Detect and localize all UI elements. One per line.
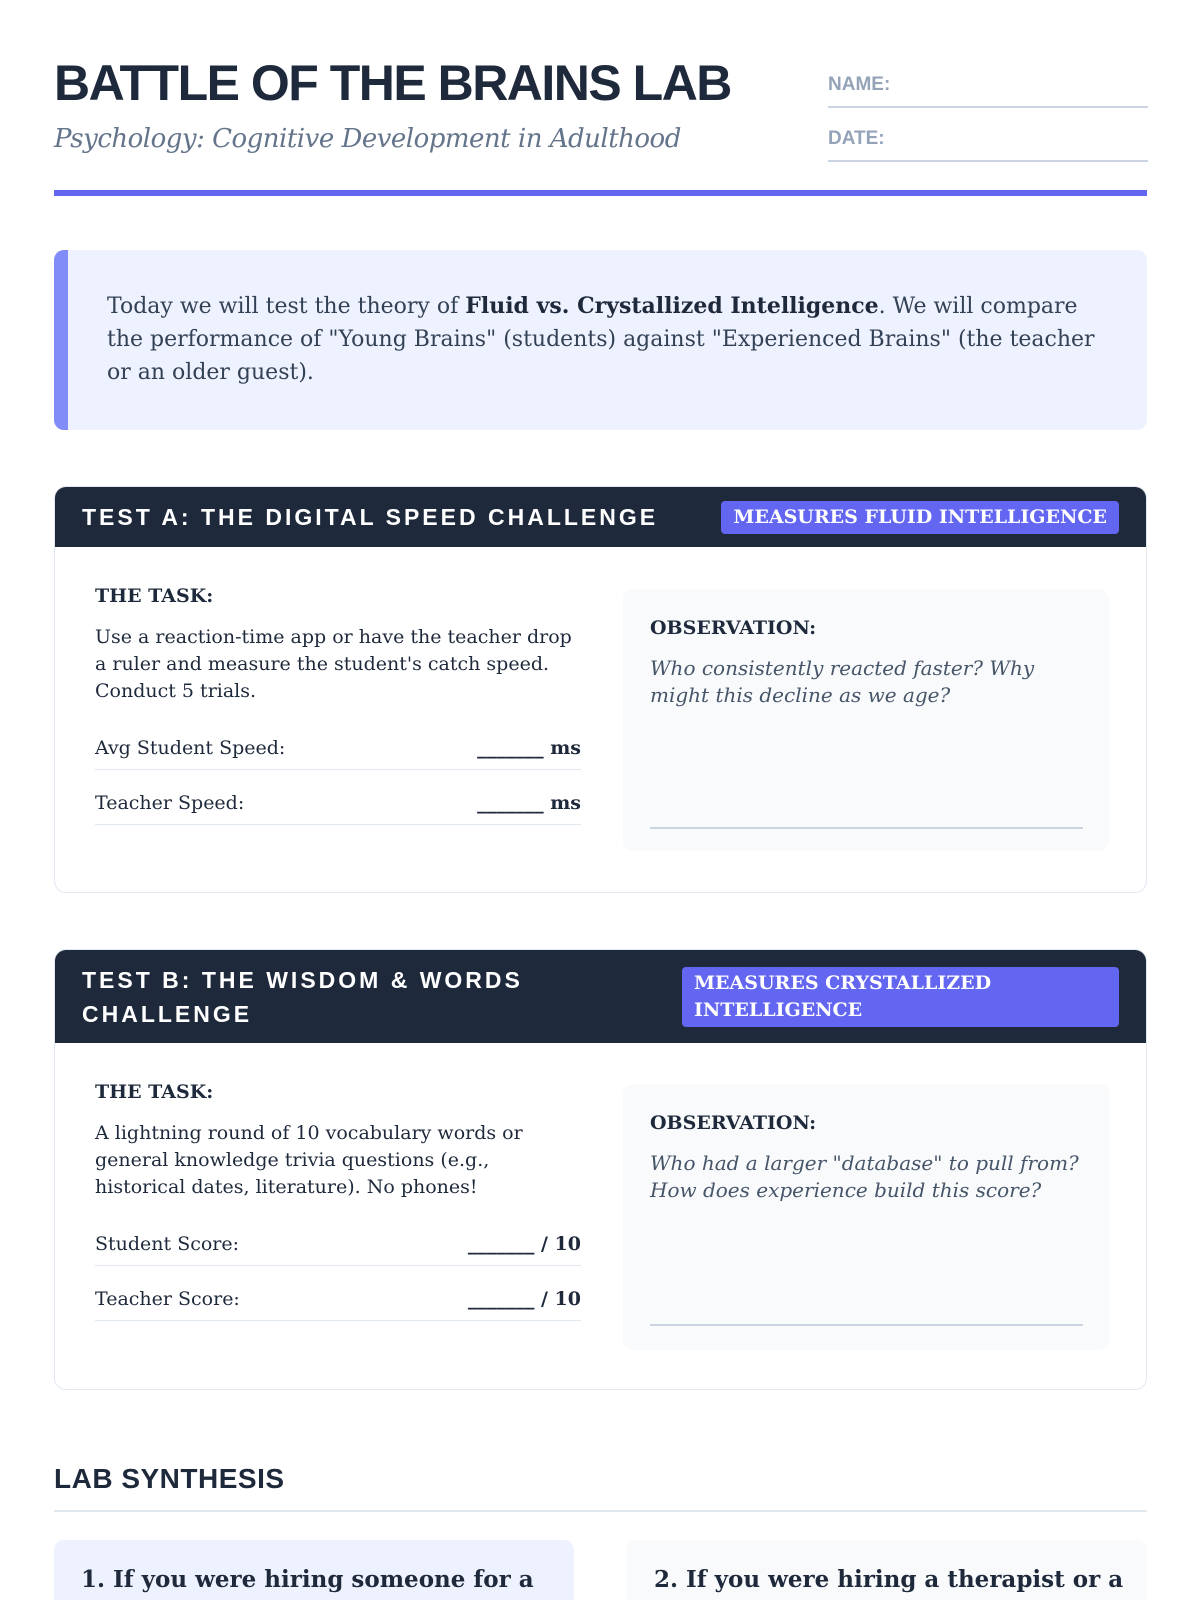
test-b-row-teacher[interactable] (95, 1266, 581, 1321)
row-label: Student Score: (95, 1233, 240, 1255)
test-b-header (55, 950, 1146, 1043)
answer-blank[interactable]: _______ ms (477, 737, 581, 759)
test-a-task (95, 585, 581, 825)
test-a-header (55, 487, 1146, 547)
header-divider (54, 190, 1147, 196)
intro-emphasis: Fluid vs. Crystallized Intelligence (465, 293, 879, 319)
observation-label: OBSERVATION: (650, 1112, 817, 1134)
test-b-row-student[interactable] (95, 1211, 581, 1266)
test-a-badge: MEASURES FLUID INTELLIGENCE (721, 501, 1119, 534)
row-label: Teacher Speed: (95, 792, 245, 814)
answer-blank[interactable]: _______ / 10 (467, 1288, 581, 1310)
answer-blank[interactable]: _______ / 10 (467, 1233, 581, 1255)
synthesis-title: LAB SYNTHESIS (54, 1463, 285, 1494)
date-label: DATE: (828, 128, 885, 149)
observation-answer-line[interactable] (650, 827, 1083, 829)
test-a-title: TEST A: THE DIGITAL SPEED CHALLENGE (82, 504, 659, 530)
date-field[interactable] (828, 128, 1148, 162)
answer-blank[interactable]: _______ ms (477, 792, 581, 814)
test-a-card (54, 486, 1147, 893)
question-text: 1. If you were hiring someone for a (81, 1566, 534, 1593)
observation-answer-line[interactable] (650, 1324, 1083, 1326)
observation-label: OBSERVATION: (650, 617, 817, 639)
observation-prompt: Who had a larger "database" to pull from? How does experience build this score? (650, 1151, 1079, 1202)
intro-callout (54, 250, 1147, 430)
intro-accent-bar (54, 250, 68, 430)
worksheet-header (54, 0, 1147, 198)
synthesis-divider (54, 1510, 1147, 1512)
test-a-task-label: THE TASK: (95, 585, 214, 607)
intro-text (107, 290, 1107, 389)
test-b-observation-box[interactable] (623, 1084, 1109, 1350)
synthesis-question-2[interactable] (627, 1540, 1147, 1600)
row-label: Teacher Score: (95, 1288, 240, 1310)
test-a-task-text: Use a reaction-time app or have the teacher drop a ruler and measure the student's catch speed. Conduct 5 trials. (95, 626, 572, 702)
worksheet-page (54, 0, 1147, 1593)
observation-prompt: Who consistently reacted faster? Why might this decline as we age? (650, 656, 1035, 707)
test-b-task-text: A lightning round of 10 vocabulary words or general knowledge trivia questions (e.g., historical dates, literature). No phones! (95, 1122, 523, 1198)
page-title: BATTLE OF THE BRAINS LAB (54, 55, 731, 111)
name-label: NAME: (828, 74, 891, 95)
question-text: 2. If you were hiring a therapist or a (654, 1566, 1124, 1593)
test-a-row-teacher[interactable] (95, 770, 581, 825)
intro-text-after: . We will compare the performance of "Young Brains" (students) against "Experienced Brains" (the teacher or an older guest). (107, 294, 1095, 385)
test-b-badge: MEASURES CRYSTALLIZED INTELLIGENCE (682, 967, 1119, 1027)
name-field[interactable] (828, 74, 1148, 108)
page-subtitle: Psychology: Cognitive Development in Adulthood (54, 124, 681, 154)
intro-text-before: Today we will test the theory of (107, 294, 466, 319)
test-b-task (95, 1081, 581, 1321)
test-b-task-label: THE TASK: (95, 1081, 214, 1103)
synthesis-question-1[interactable] (54, 1540, 574, 1600)
test-a-row-student[interactable] (95, 715, 581, 770)
test-a-observation-box[interactable] (623, 589, 1109, 851)
test-b-title: TEST B: THE WISDOM & WORDS CHALLENGE (82, 967, 523, 1027)
row-label: Avg Student Speed: (95, 737, 286, 759)
test-b-card (54, 949, 1147, 1390)
